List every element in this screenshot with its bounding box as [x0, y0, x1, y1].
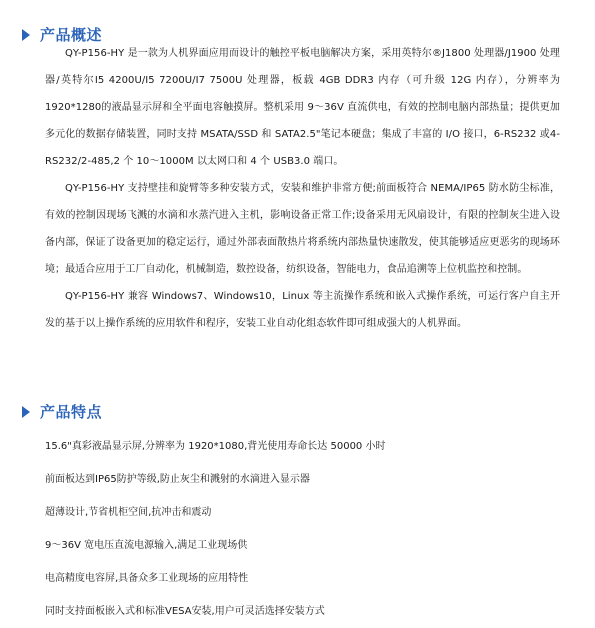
triangle-arrow-icon	[22, 29, 30, 41]
overview-paragraph: QY-P156-HY 是一款为人机界面应用而设计的触控平板电脑解决方案，采用英特尔®J1800 处理器/J1900 处理器/英特尔I5 4200U/I5 7200U/I7 7500U 处理器，板载 4GB DDR3 内存（可升级 12G 内存），分辨率为1920*1280的液晶显示屏和全平面电容触摸屏。整机采用 9～36V 直流供电，有效的控制电脑内部热量；提供更加多元化的数据存储装置，同时支持 MSATA/SSD 和 SATA2.5"笔记本硬盘；集成了丰富的 I/O 接口，6-RS232 或4-RS232/2-485,2 个 10～1000M 以太网口和 4 个 USB3.0 端口。	[45, 48, 560, 167]
features-heading	[22, 401, 102, 422]
features-heading-text: 产品特点	[40, 403, 103, 421]
feature-item: 9～36V 宽电压直流电源输入,满足工业现场供	[45, 540, 248, 551]
overview-heading-text: 产品概述	[40, 26, 103, 44]
feature-item: 15.6"真彩液晶显示屏,分辨率为 1920*1080,背光使用寿命长达 50000 小时	[45, 441, 386, 452]
overview-paragraph: QY-P156-HY 支持壁挂和旋臂等多种安装方式，安装和维护非常方便;前面板符合 NEMA/IP65 防水防尘标准， 有效的控制因现场飞溅的水滴和水蒸汽进入主机，影响设备正常工作;设备采用无风扇设计，有限的控制灰尘进入设备内部，保证了设备更加的稳定运行，通过外部表面散热片将系统内部热量快速散发，使其能够适应更恶劣的现场环境；最适合应用于工厂自动化，机械制造，数控设备，纺织设备，智能电力，食品追溯等上位机监控和控制。	[45, 183, 560, 275]
overview-paragraph: QY-P156-HY 兼容 Windows7、Windows10，Linux 等主流操作系统和嵌入式操作系统，可运行客户自主开发的基于以上操作系统的应用软件和程序，安装工业自动化组态软件即可组成强大的人机界面。	[45, 291, 560, 329]
feature-item: 超薄设计,节省机柜空间,抗冲击和震动	[45, 507, 212, 518]
feature-item: 电高精度电容屏,具备众多工业现场的应用特性	[45, 573, 249, 584]
features-list	[45, 430, 385, 628]
triangle-arrow-icon	[22, 406, 30, 418]
feature-item: 同时支持面板嵌入式和标准VESA安装,用户可灵活选择安装方式	[45, 606, 325, 617]
feature-item: 前面板达到IP65防护等级,防止灰尘和溅射的水滴进入显示器	[45, 474, 310, 485]
overview-body	[45, 40, 560, 337]
